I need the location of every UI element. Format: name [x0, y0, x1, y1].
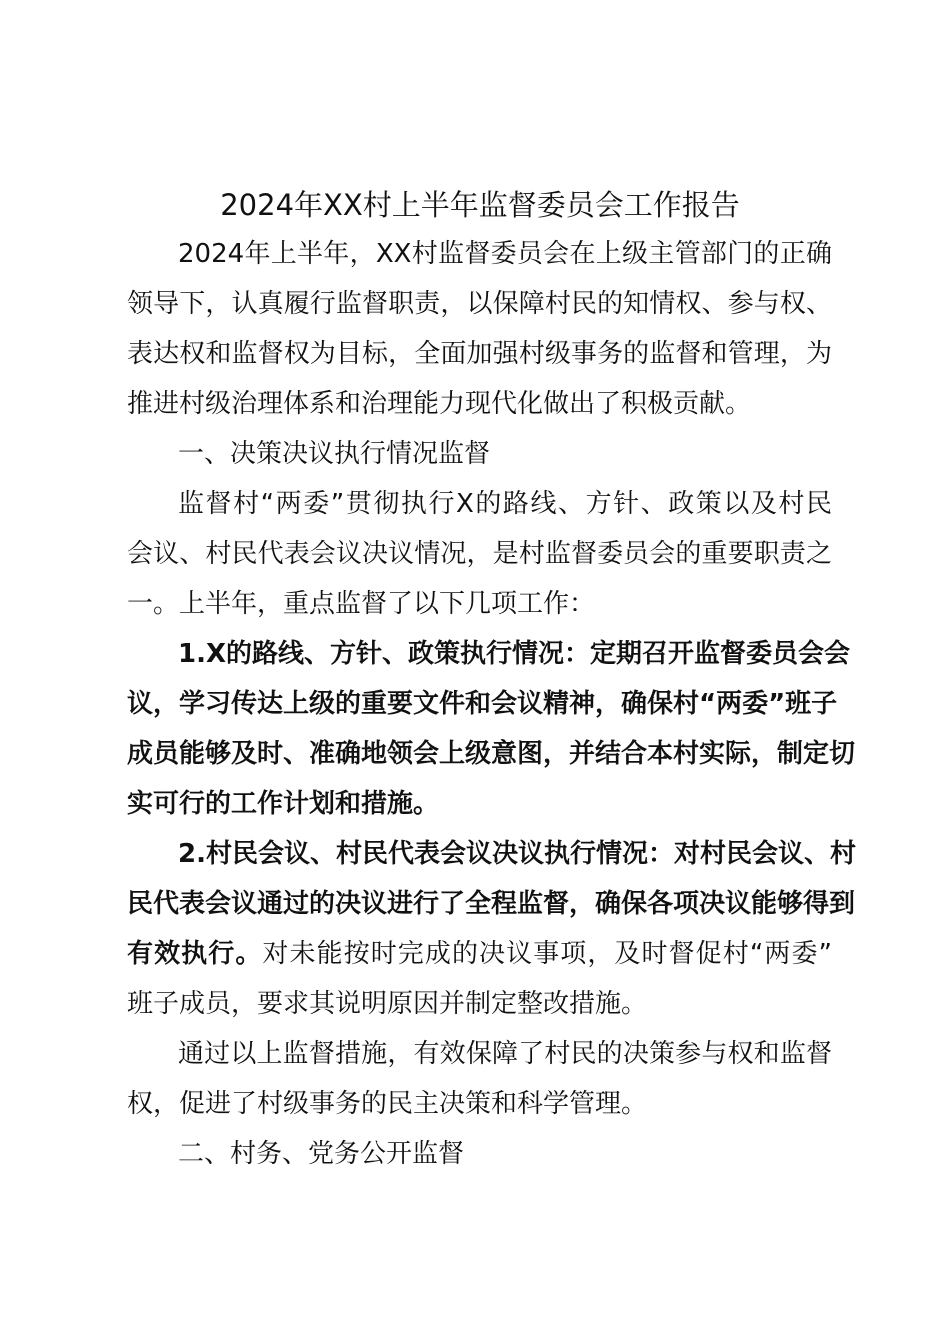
text-line: 通过以上监督措施，有效保障了村民的决策参与权和监督	[178, 1039, 832, 1069]
text-line: 推进村级治理体系和治理能力现代化做出了积极贡献。	[127, 389, 752, 419]
document-title: 2024年XX村上半年监督委员会工作报告	[220, 188, 740, 222]
mixed-text-line	[127, 934, 832, 974]
bold-text-line: 1.X的路线、方针、政策执行情况：定期召开监督委员会会	[178, 639, 851, 669]
normal-run: 对未能按时完成的决议事项，及时督促村“两委”	[262, 939, 832, 969]
bold-text-line: 实可行的工作计划和措施。	[127, 789, 440, 819]
text-line: 2024年上半年，XX村监督委员会在上级主管部门的正确	[178, 239, 832, 269]
text-line: 监督村“两委”贯彻执行X的路线、方针、政策以及村民	[178, 489, 832, 519]
section-heading-2: 二、村务、党务公开监督	[178, 1139, 465, 1169]
bold-text-line: 2.村民会议、村民代表会议决议执行情况：对村民会议、村	[178, 839, 856, 869]
bold-text-line: 成员能够及时、准确地领会上级意图，并结合本村实际，制定切	[127, 739, 856, 769]
text-line: 班子成员，要求其说明原因并制定整改措施。	[127, 989, 648, 1019]
text-line: 权，促进了村级事务的民主决策和科学管理。	[127, 1089, 648, 1119]
text-line: 一。上半年，重点监督了以下几项工作：	[127, 589, 596, 619]
bold-run: 有效执行。	[127, 939, 263, 969]
text-line: 领导下，认真履行监督职责，以保障村民的知情权、参与权、	[127, 289, 832, 319]
text-line: 会议、村民代表会议决议情况，是村监督委员会的重要职责之	[127, 539, 832, 569]
bold-text-line: 民代表会议通过的决议进行了全程监督，确保各项决议能够得到	[127, 889, 856, 919]
section-heading-1: 一、决策决议执行情况监督	[178, 439, 491, 469]
text-line: 表达权和监督权为目标，全面加强村级事务的监督和管理，为	[127, 339, 832, 369]
bold-text-line: 议，学习传达上级的重要文件和会议精神，确保村“两委”班子	[127, 689, 838, 719]
